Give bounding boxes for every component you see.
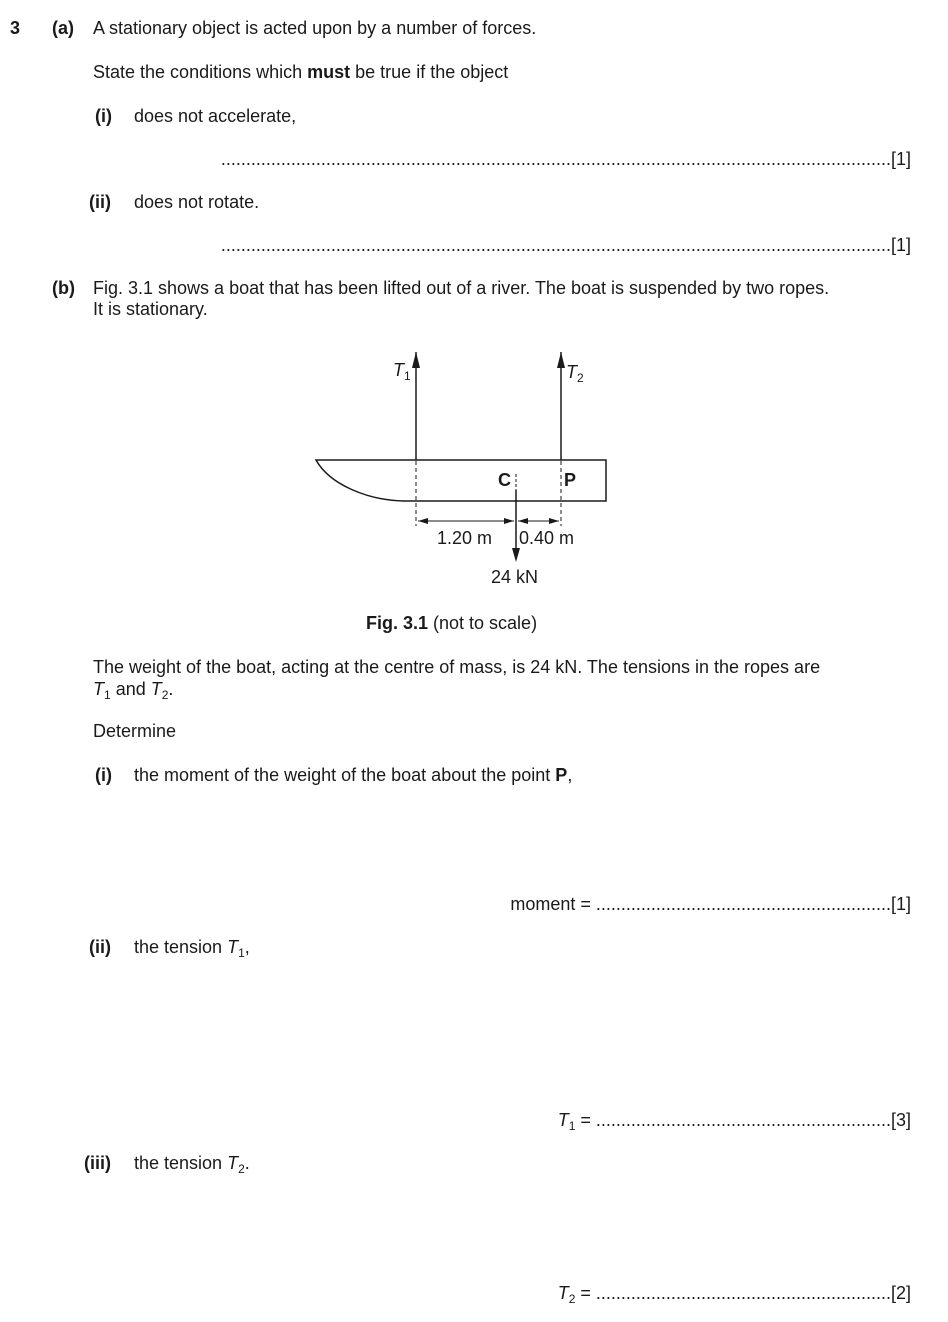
question-number: 3 [10, 18, 21, 38]
label-c: C [498, 470, 511, 490]
t2-answer-line[interactable]: $T_2 = ...........................................................[2]$ [557, 1283, 911, 1306]
part-b-i-label: (i) [95, 765, 112, 785]
part-b-text-line1: Fig. 3.1 shows a boat that has been lifted out of a river. The boat is suspended by two ropes. [93, 278, 830, 298]
dim-arrow-left2-icon [518, 518, 528, 524]
determine-text: Determine [93, 721, 177, 741]
marks: [2] [890, 1283, 911, 1303]
part-a-i-answer-line[interactable]: ......................................................................................................................................[1] [220, 149, 911, 169]
part-b-i-text: the moment of the weight of the boat about the point P, [134, 765, 573, 785]
arrow-up-t1-icon [412, 352, 420, 368]
part-b-text-line2: It is stationary. [93, 299, 208, 319]
part-a-ii-label: (ii) [89, 192, 111, 212]
dim-arrow-left-icon [418, 518, 428, 524]
label-dist-right: 0.40 m [519, 528, 575, 548]
part-a-i-text: does not accelerate, [134, 106, 297, 126]
part-a-ii-text: does not rotate. [134, 192, 260, 212]
part-a-label: (a) [52, 18, 74, 38]
marks: [1] [890, 894, 911, 914]
label-weight: 24 kN [491, 567, 539, 587]
figure-caption: Fig. 3.1 (not to scale) [366, 613, 538, 633]
marks: [3] [890, 1110, 911, 1130]
moment-answer-line[interactable]: moment = ...........................................................[1] [510, 894, 911, 914]
part-a-text: A stationary object is acted upon by a number of forces. [93, 18, 537, 38]
part-b-iii-text: the tension $T_2$. [134, 1153, 250, 1176]
part-a-instruction: State the conditions which must be true if the object [93, 62, 509, 82]
label-t1: $T_1$ [393, 360, 411, 383]
part-b-ii-text: the tension $T_1$, [134, 937, 250, 960]
label-dist-left: 1.20 m [437, 528, 493, 548]
t1-answer-line[interactable]: $T_1 = ...........................................................[3]$ [557, 1110, 911, 1133]
arrow-up-t2-icon [557, 352, 565, 368]
boat-figure [0, 0, 948, 620]
dim-arrow-right-icon [504, 518, 514, 524]
label-p: P [564, 470, 577, 490]
part-a-i-label: (i) [95, 106, 112, 126]
part-b-iii-label: (iii) [84, 1153, 111, 1173]
marks: [1] [890, 235, 911, 255]
part-b-para-line1: The weight of the boat, acting at the centre of mass, is 24 kN. The tensions in the ropes are [93, 657, 821, 677]
part-b-para-line2: $T_1$ and $T_2$. [93, 679, 174, 702]
marks: [1] [890, 149, 911, 169]
arrow-down-weight-icon [512, 548, 520, 562]
boat-hull [316, 460, 606, 501]
part-a-ii-answer-line[interactable]: ......................................................................................................................................[1] [220, 235, 911, 255]
part-b-label: (b) [52, 278, 75, 298]
part-b-ii-label: (ii) [89, 937, 111, 957]
dim-arrow-right2-icon [549, 518, 559, 524]
answer-label: moment = [510, 894, 596, 914]
label-t2: $T_2$ [566, 362, 584, 385]
